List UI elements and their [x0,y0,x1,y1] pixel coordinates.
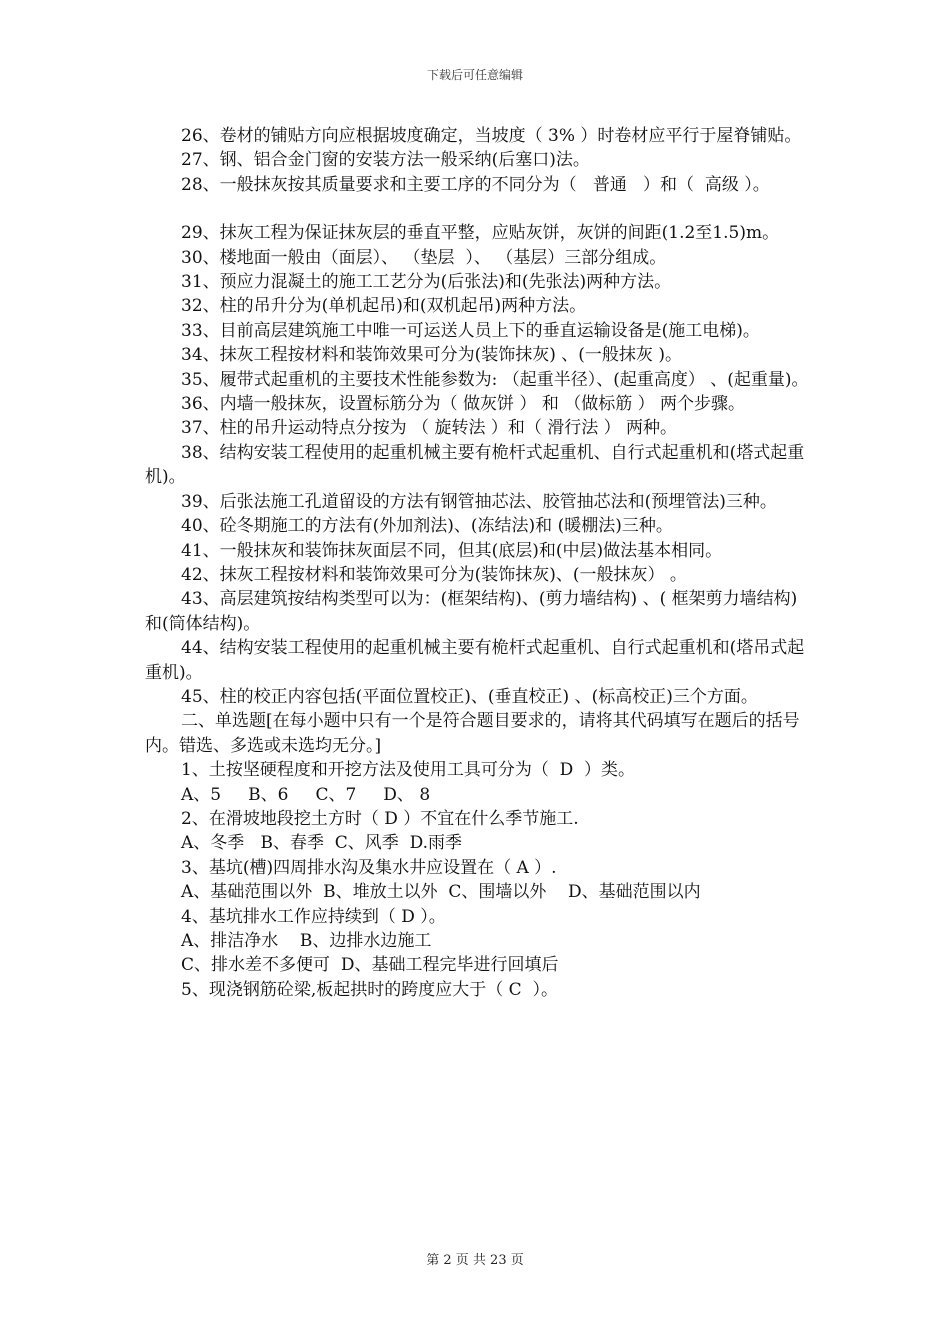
question-1-options: A、5 B、6 C、7 D、 8 [181,784,431,805]
item-34: 34、抹灰工程按材料和装饰效果可分为(装饰抹灰) 、(一般抹灰 )。 [181,345,682,366]
item-30: 30、楼地面一般由（面层）、 （垫层 ）、 （基层）三部分组成。 [181,247,667,268]
document-body [145,124,810,1002]
question-1: 1、土按坚硬程度和开挖方法及使用工具可分为（ D ）类。 [181,760,636,781]
question-5: 5、现浇钢筋砼梁,板起拱时的跨度应大于（ C ）。 [181,979,558,1000]
item-44: 44、结构安装工程使用的起重机械主要有桅杆式起重机、自行式起重机和(塔吊式起重机)。 [145,638,805,683]
item-32: 32、柱的吊升分为(单机起吊)和(双机起吊)两种方法。 [181,296,587,317]
item-43: 43、高层建筑按结构类型可以为：(框架结构)、(剪力墙结构) 、( 框架剪力墙结构)和(筒体结构)。 [145,589,798,634]
item-27: 27、钢、铝合金门窗的安装方法一般采纳(后塞口)法。 [181,150,590,171]
section-heading: 二、单选题[在每小题中只有一个是符合题目要求的，请将其代码填写在题后的括号内。错选、多选或未选均无分。] [145,711,800,756]
item-33: 33、目前高层建筑施工中唯一可运送人员上下的垂直运输设备是(施工电梯)。 [181,320,760,341]
item-29: 29、抹灰工程为保证抹灰层的垂直平整，应贴灰饼，灰饼的间距(1.2至1.5)m。 [181,223,780,244]
question-4-options-cd: C、排水差不多便可 D、基础工程完毕进行回填后 [181,955,559,976]
item-42: 42、抹灰工程按材料和装饰效果可分为(装饰抹灰)、(一般抹灰） 。 [181,564,687,585]
item-35: 35、履带式起重机的主要技术性能参数为: （起重半径）、(起重高度） 、(起重量)。 [181,369,809,390]
page-header: 下载后可任意编辑 [426,68,523,82]
item-28: 28、一般抹灰按其质量要求和主要工序的不同分为（ 普通 ）和（ 高级 ）。 [181,174,770,195]
item-26: 26、卷材的铺贴方向应根据坡度确定，当坡度（ 3% ）时卷材应平行于屋脊铺贴。 [181,126,802,146]
page-footer: 第 2 页 共 23 页 [426,1253,524,1268]
question-4-options-ab: A、排洁净水 B、边排水边施工 [181,931,432,951]
item-41: 41、一般抹灰和装饰抹灰面层不同，但其(底层)和(中层)做法基本相同。 [181,540,723,561]
question-2: 2、在滑坡地段挖土方时（ D ）不宜在什么季节施工. [181,808,579,829]
item-37: 37、柱的吊升运动特点分按为 （ 旋转法 ）和（ 滑行法 ） 两种。 [181,418,678,439]
item-45: 45、柱的校正内容包括(平面位置校正)、(垂直校正) 、(标高校正)三个方面。 [181,686,758,707]
item-38: 38、结构安装工程使用的起重机械主要有桅杆式起重机、自行式起重机和(塔式起重机)。 [145,442,805,488]
item-31: 31、预应力混凝土的施工工艺分为(后张法)和(先张法)两种方法。 [181,272,672,293]
question-3: 3、基坑(槽)四周排水沟及集水井应设置在（ A ）. [181,857,557,878]
item-36: 36、内墙一般抹灰，设置标筋分为（ 做灰饼 ） 和 （做标筋 ） 两个步骤。 [181,394,746,415]
item-39: 39、后张法施工孔道留设的方法有钢管抽芯法、胶管抽芯法和(预埋管法)三种。 [181,491,777,512]
question-4: 4、基坑排水工作应持续到（ D ）。 [181,906,446,927]
question-3-options: A、基础范围以外 B、堆放土以外 C、围墙以外 D、基础范围以内 [181,882,701,903]
item-40: 40、砼冬期施工的方法有(外加剂法)、(冻结法)和 (暖棚法)三种。 [181,516,673,537]
question-2-options: A、冬季 B、春季 C、风季 D.雨季 [181,833,463,854]
